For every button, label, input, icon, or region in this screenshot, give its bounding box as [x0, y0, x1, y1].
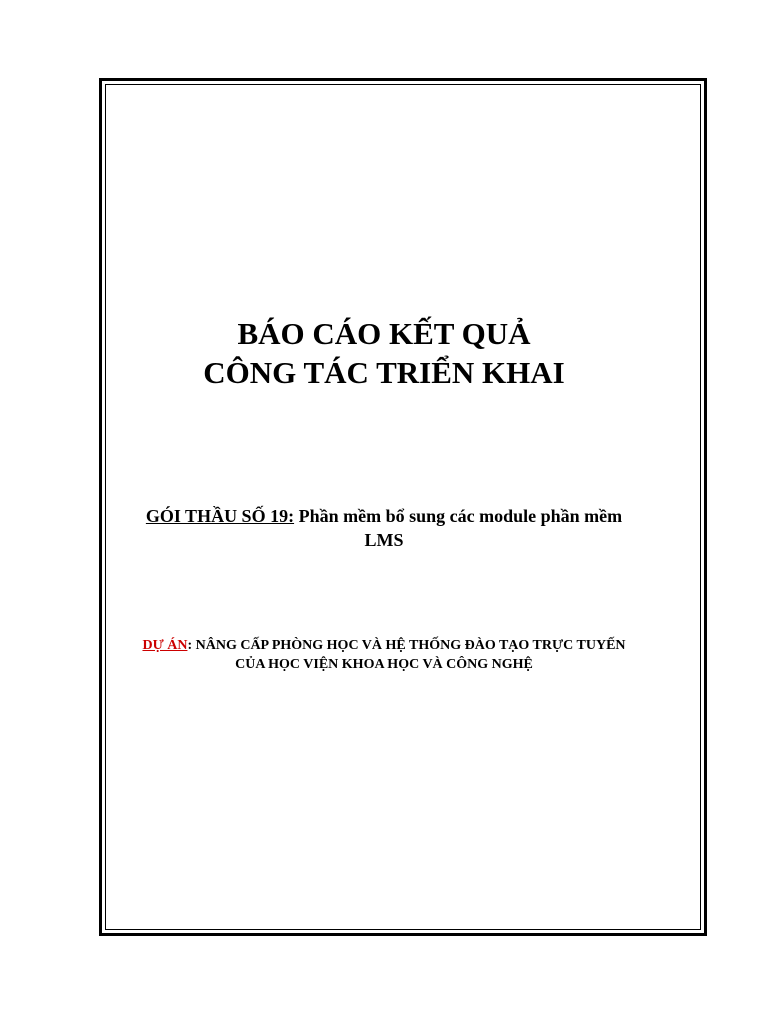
project-info [0, 636, 768, 674]
report-title-line-1: BÁO CÁO KẾT QUẢ [237, 316, 531, 351]
bid-package-line-2: LMS [364, 530, 404, 550]
project-text: : NÂNG CẤP PHÒNG HỌC VÀ HỆ THỐNG ĐÀO TẠO TRỰC TUYẾN [187, 638, 626, 653]
bid-package-line-1 [0, 504, 768, 528]
bid-package-text: Phần mềm bổ sung các module phần mềm [294, 506, 623, 526]
bid-package [0, 504, 768, 552]
bid-package-label: GÓI THẦU SỐ 19: [145, 506, 295, 526]
report-title-line-2: CÔNG TÁC TRIỂN KHAI [203, 355, 565, 390]
project-label: DỰ ÁN [142, 638, 188, 653]
project-line-2: CỦA HỌC VIỆN KHOA HỌC VÀ CÔNG NGHỆ [235, 657, 533, 672]
project-line-1 [0, 636, 768, 655]
